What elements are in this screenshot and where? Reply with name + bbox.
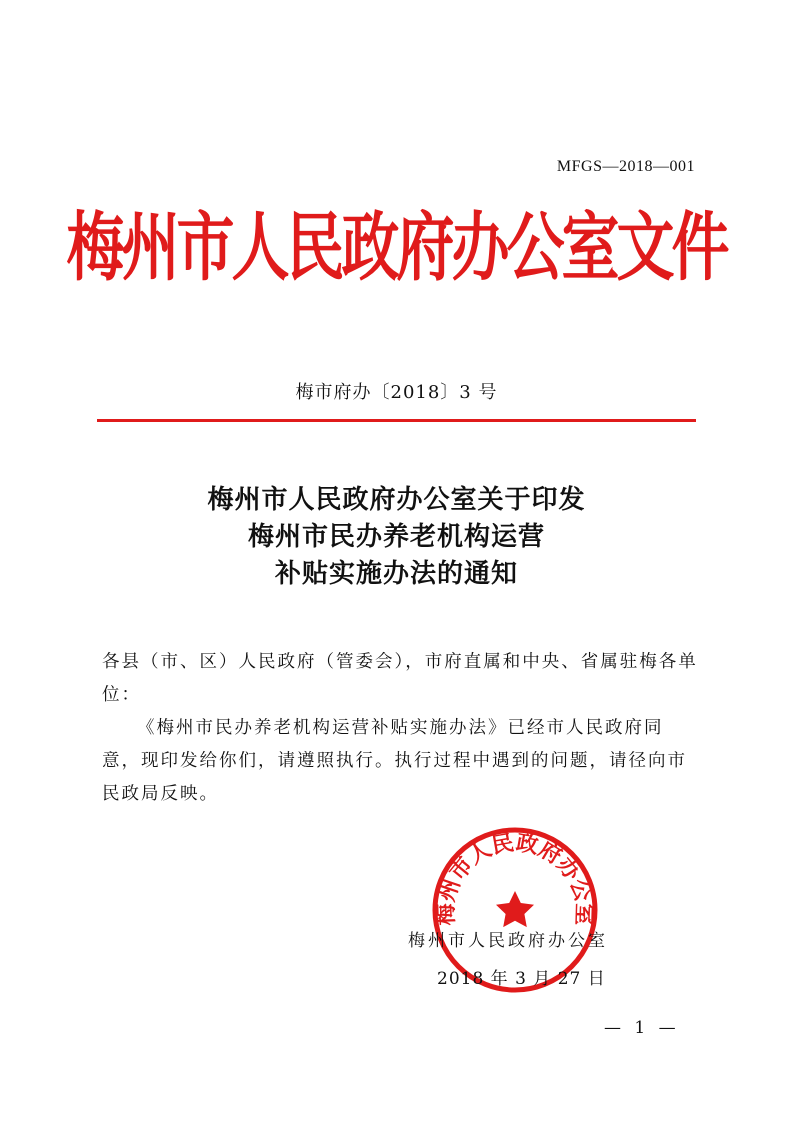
notice-title <box>0 482 793 593</box>
addressees: 各县（市、区）人民政府（管委会），市府直属和中央、省属驻梅各单位： <box>102 652 698 705</box>
issuer-name: 梅州市人民政府办公室 <box>408 931 608 951</box>
body-paragraph: 《梅州市民办养老机构运营补贴实施办法》已经市人民政府同意，现印发给你们，请遵照执行。执行过程中遇到的问题，请径向市民政局反映。 <box>102 718 687 804</box>
issue-date: 2018 年 3 月 27 日 <box>437 969 606 989</box>
masthead-title: 梅州市人民政府办公室文件 <box>66 203 727 291</box>
seal-text-path: 梅州市人民政府办公室 <box>432 829 598 926</box>
star-icon <box>496 891 534 927</box>
notice-title-line-3: 补贴实施办法的通知 <box>274 559 518 589</box>
document-code: MFGS—2018—001 <box>556 158 695 175</box>
page-number: — 1 — <box>604 1018 680 1038</box>
notice-title-line-1: 梅州市人民政府办公室关于印发 <box>207 485 586 515</box>
notice-title-line-2: 梅州市民办养老机构运营 <box>247 522 545 552</box>
red-divider-rule <box>97 419 696 422</box>
document-number: 梅市府办〔2018〕3 号 <box>295 382 498 403</box>
notice-body <box>102 646 698 811</box>
